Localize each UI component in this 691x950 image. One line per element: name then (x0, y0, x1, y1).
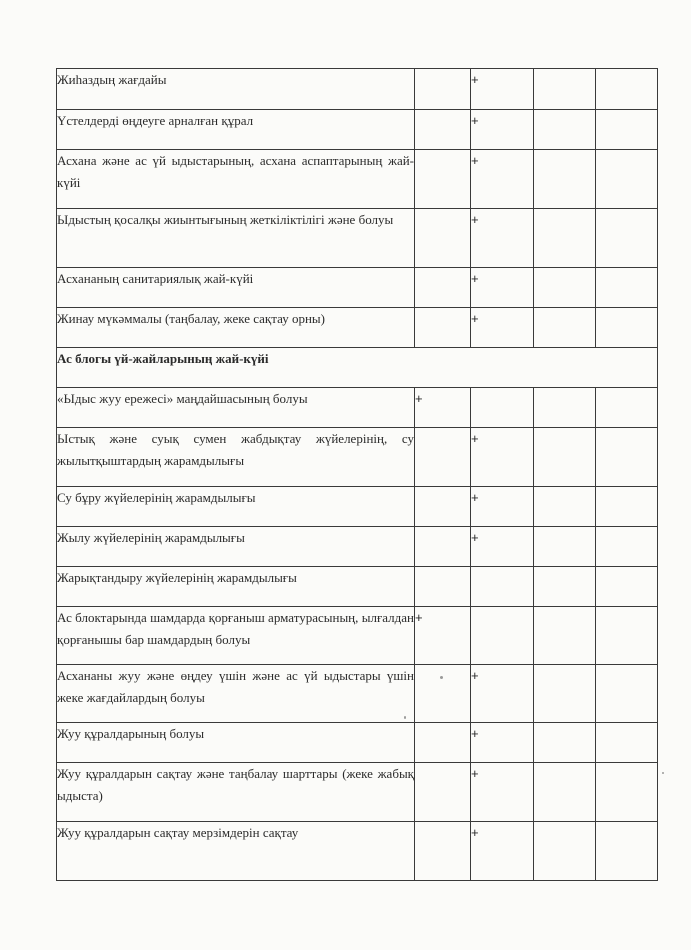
mark-cell: + (471, 209, 534, 268)
mark-cell (534, 209, 596, 268)
table-row (57, 763, 658, 822)
mark-cell (534, 487, 596, 527)
mark-cell (534, 308, 596, 348)
mark-cell (534, 69, 596, 110)
table-row (57, 428, 658, 487)
mark-cell (415, 110, 471, 150)
mark-cell (534, 428, 596, 487)
mark-cell: + (471, 110, 534, 150)
mark-cell (596, 209, 658, 268)
table-row (57, 388, 658, 428)
scan-speck (404, 716, 406, 719)
mark-cell (534, 527, 596, 567)
mark-cell (471, 388, 534, 428)
mark-cell (415, 567, 471, 607)
mark-cell (596, 723, 658, 763)
mark-cell (471, 607, 534, 665)
mark-cell (534, 822, 596, 881)
table-row (57, 209, 658, 268)
criterion-text: Жарықтандыру жүйелерінің жарамдылығы (57, 567, 415, 607)
table-row (57, 723, 658, 763)
mark-cell (534, 388, 596, 428)
mark-cell (534, 150, 596, 209)
section-title: Ас блогы үй-жайларының жай-күйі (57, 348, 658, 388)
mark-cell: + (471, 487, 534, 527)
mark-cell: + (471, 428, 534, 487)
mark-cell: + (471, 150, 534, 209)
mark-cell: + (471, 822, 534, 881)
checklist-table-body (57, 69, 658, 881)
table-row (57, 665, 658, 723)
mark-cell (596, 388, 658, 428)
mark-cell (415, 308, 471, 348)
mark-cell (415, 763, 471, 822)
mark-cell (534, 665, 596, 723)
mark-cell (415, 69, 471, 110)
table-row (57, 150, 658, 209)
criterion-text: Жуу құралдарын сақтау және таңбалау шарттары (жеке жабық ыдыста) (57, 763, 415, 822)
mark-cell (596, 487, 658, 527)
mark-cell (415, 428, 471, 487)
mark-cell (534, 268, 596, 308)
table-row (57, 822, 658, 881)
table-row (57, 308, 658, 348)
mark-cell: + (471, 69, 534, 110)
criterion-text: Жиһаздың жағдайы (57, 69, 415, 110)
criterion-text: Асхана және ас үй ыдыстарының, асхана аспаптарының жай-күйі (57, 150, 415, 209)
mark-cell (415, 268, 471, 308)
criterion-text: Жинау мүкәммалы (таңбалау, жеке сақтау орны) (57, 308, 415, 348)
criterion-text: Ас блоктарында шамдарда қорғаныш арматурасының, ылғалдан қорғанышы бар шамдардың болуы (57, 607, 415, 665)
mark-cell (596, 665, 658, 723)
mark-cell (596, 69, 658, 110)
mark-cell (534, 607, 596, 665)
mark-cell: + (471, 308, 534, 348)
checklist-table (56, 68, 658, 881)
mark-cell (415, 150, 471, 209)
mark-cell (596, 607, 658, 665)
table-row (57, 69, 658, 110)
mark-cell (534, 763, 596, 822)
criterion-text: Асхананы жуу және өңдеу үшін және ас үй ыдыстары үшін жеке жағдайлардың болуы (57, 665, 415, 723)
mark-cell: + (415, 607, 471, 665)
mark-cell (596, 822, 658, 881)
mark-cell (415, 822, 471, 881)
mark-cell (415, 665, 471, 723)
mark-cell: + (471, 268, 534, 308)
criterion-text: Ыстық және суық сумен жабдықтау жүйелерінің, су жылытқыштардың жарамдылығы (57, 428, 415, 487)
mark-cell (596, 567, 658, 607)
criterion-text: Жуу құралдарын сақтау мерзімдерін сақтау (57, 822, 415, 881)
mark-cell (534, 110, 596, 150)
scan-speck (662, 772, 664, 774)
mark-cell: + (471, 665, 534, 723)
table-row (57, 527, 658, 567)
table-row (57, 110, 658, 150)
scan-speck (440, 676, 443, 679)
criterion-text: Үстелдерді өңдеуге арналған құрал (57, 110, 415, 150)
criterion-text: Су бұру жүйелерінің жарамдылығы (57, 487, 415, 527)
mark-cell (596, 110, 658, 150)
mark-cell: + (415, 388, 471, 428)
criterion-text: «Ыдыс жуу ережесі» маңдайшасының болуы (57, 388, 415, 428)
mark-cell (415, 209, 471, 268)
mark-cell (471, 567, 534, 607)
criterion-text: Жуу құралдарының болуы (57, 723, 415, 763)
mark-cell: + (471, 723, 534, 763)
mark-cell (415, 723, 471, 763)
mark-cell (534, 723, 596, 763)
section-header-row (57, 348, 658, 388)
mark-cell: + (471, 763, 534, 822)
table-row (57, 567, 658, 607)
mark-cell (596, 268, 658, 308)
table-row (57, 607, 658, 665)
mark-cell: + (471, 527, 534, 567)
mark-cell (534, 567, 596, 607)
mark-cell (596, 527, 658, 567)
criterion-text: Жылу жүйелерінің жарамдылығы (57, 527, 415, 567)
mark-cell (596, 150, 658, 209)
mark-cell (415, 487, 471, 527)
table-row (57, 268, 658, 308)
table-row (57, 487, 658, 527)
mark-cell (415, 527, 471, 567)
mark-cell (596, 428, 658, 487)
mark-cell (596, 763, 658, 822)
criterion-text: Ыдыстың қосалқы жиынтығының жеткіліктілігі және болуы (57, 209, 415, 268)
mark-cell (596, 308, 658, 348)
criterion-text: Асхананың санитариялық жай-күйі (57, 268, 415, 308)
